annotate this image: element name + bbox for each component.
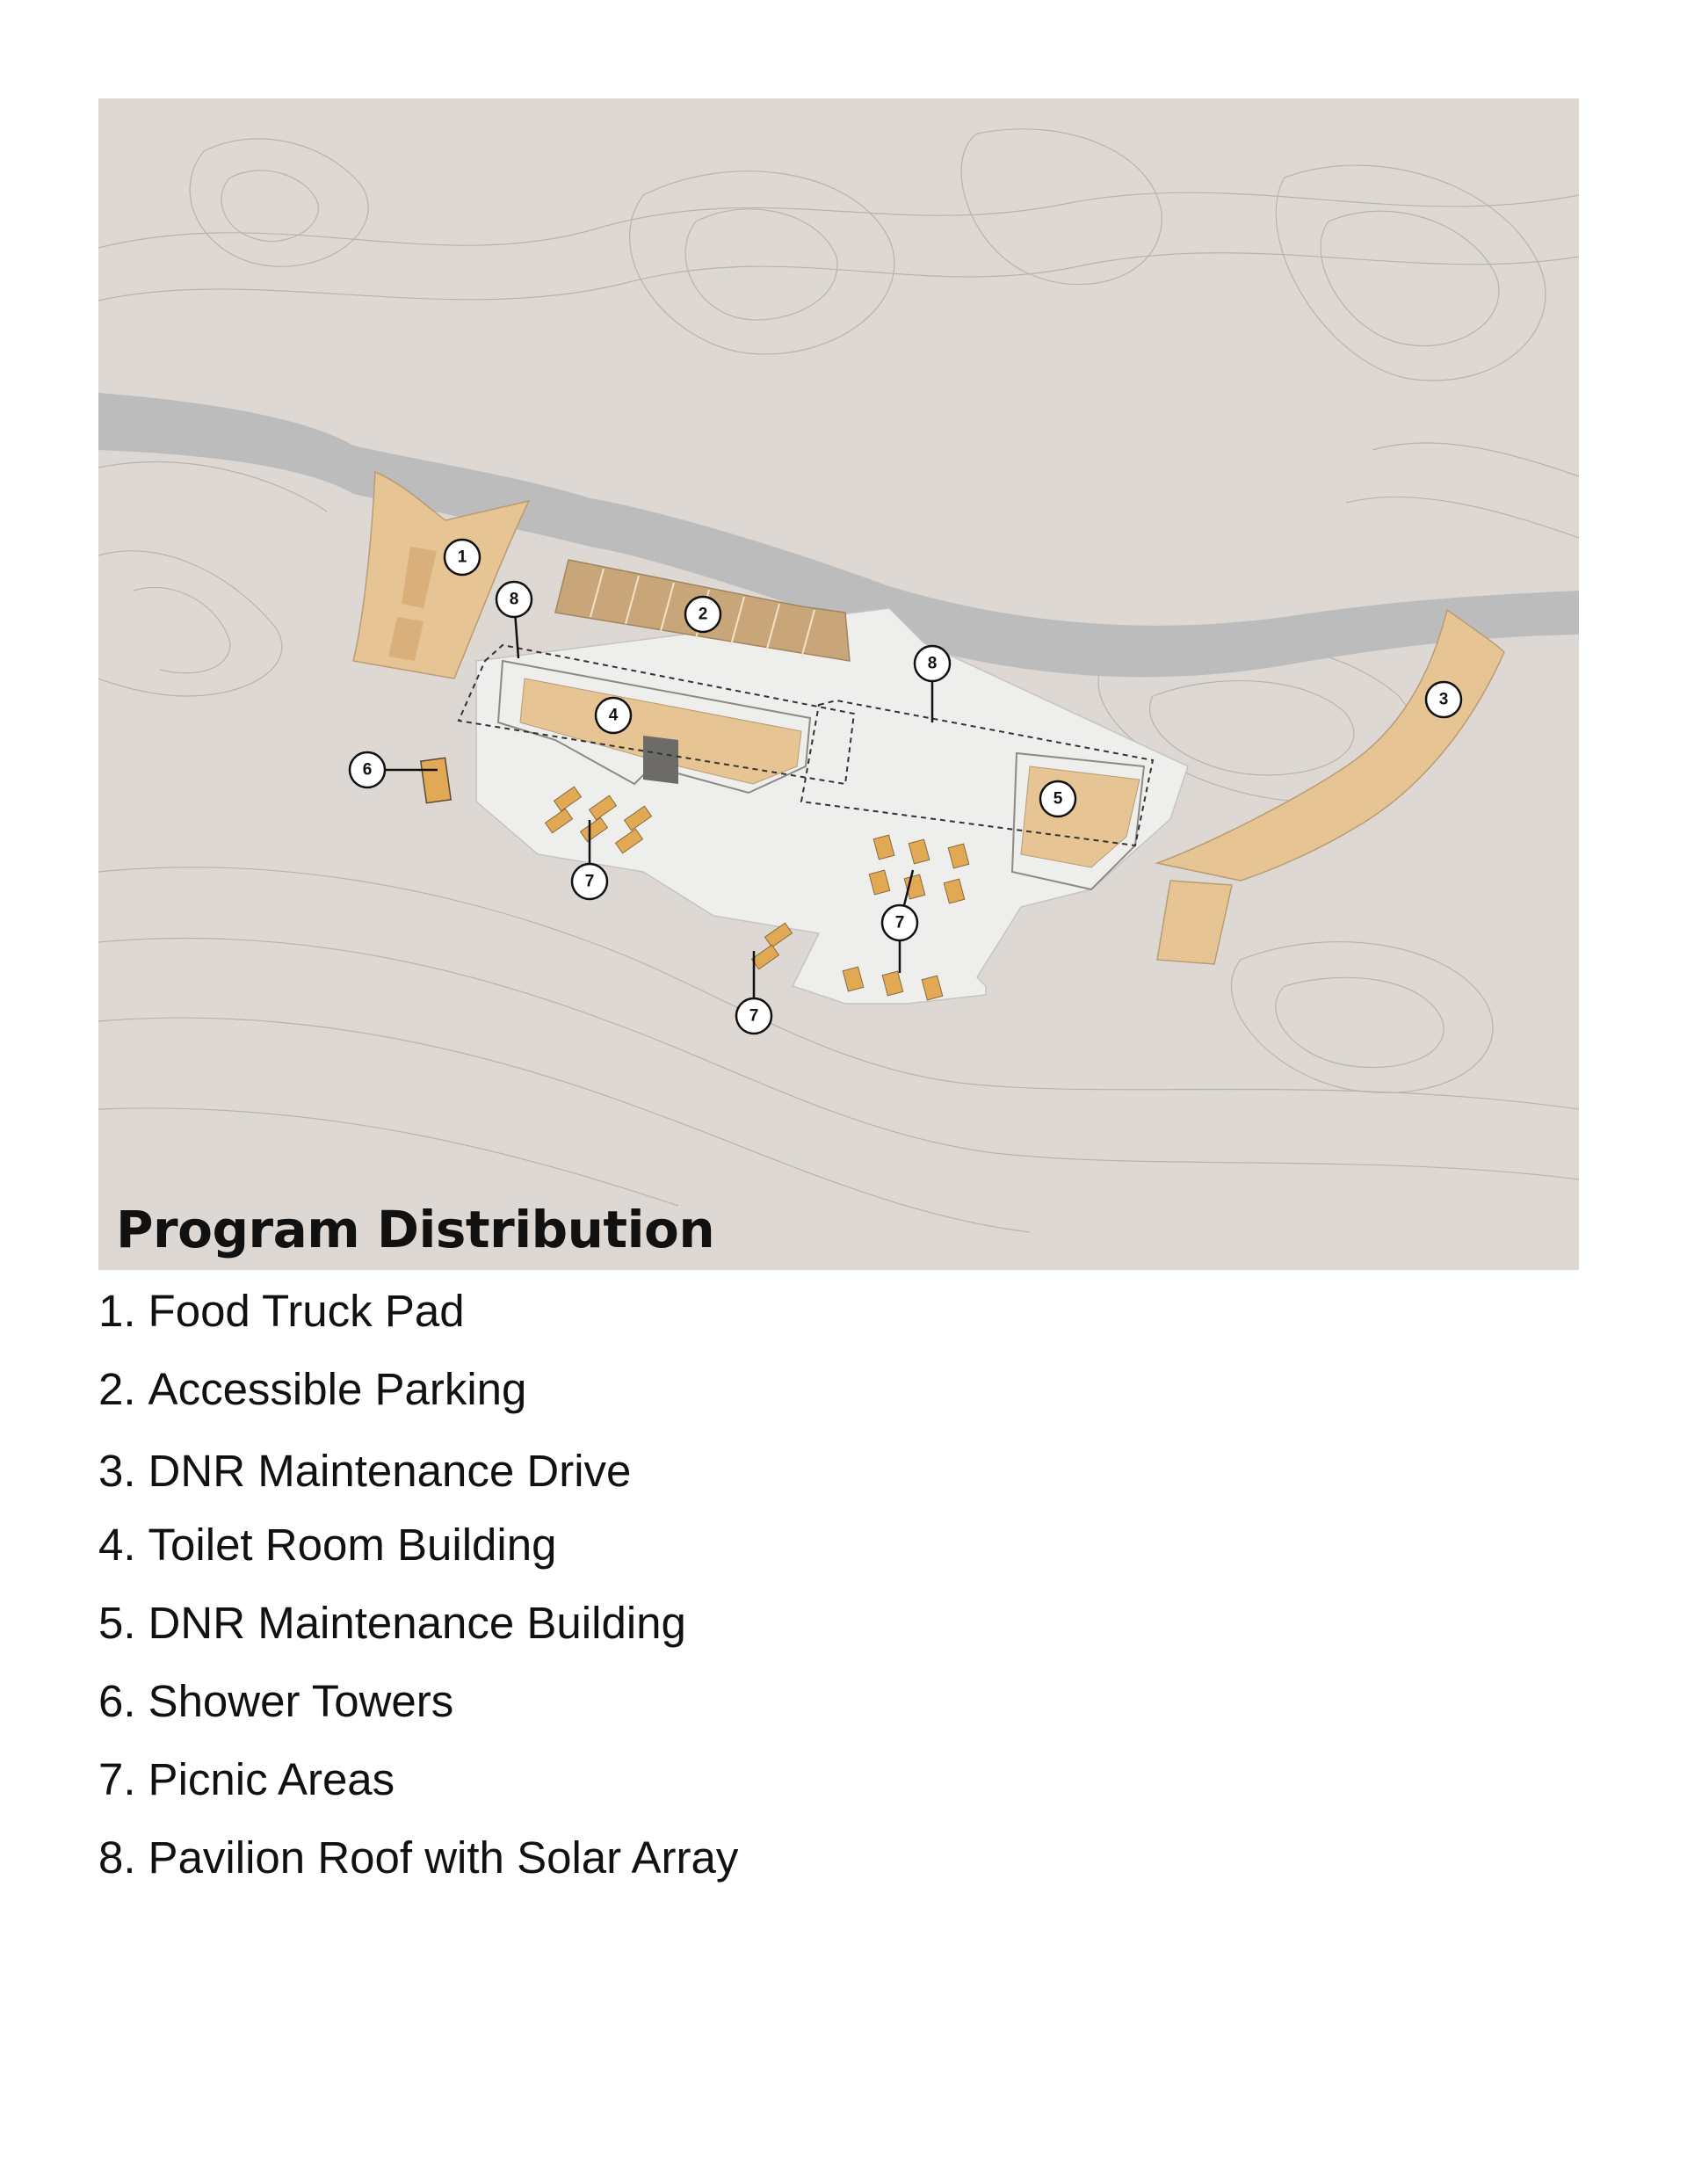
- legend-item-label: Food Truck Pad: [148, 1286, 465, 1336]
- svg-text:1: 1: [457, 548, 467, 567]
- legend-item-number: 6.: [98, 1676, 136, 1726]
- legend-item: [98, 1285, 465, 1337]
- legend-item: [98, 1363, 526, 1415]
- marker-8: [496, 582, 532, 617]
- legend-item-number: 4.: [98, 1520, 136, 1570]
- marker-3: [1426, 682, 1461, 717]
- legend-item: [98, 1675, 453, 1727]
- svg-text:7: 7: [749, 1006, 759, 1026]
- legend-item-number: 3.: [98, 1446, 136, 1496]
- marker-2: [685, 597, 720, 632]
- marker-8: [915, 646, 950, 681]
- legend-item-label: DNR Maintenance Drive: [148, 1446, 632, 1496]
- legend-item-label: Shower Towers: [148, 1676, 454, 1726]
- svg-text:7: 7: [894, 913, 905, 932]
- marker-4: [596, 698, 631, 733]
- svg-text:6: 6: [362, 760, 373, 780]
- legend-item: [98, 1519, 556, 1571]
- marker-7: [572, 864, 607, 899]
- legend-item: [98, 1445, 631, 1497]
- legend-item: [98, 1832, 738, 1883]
- legend-item-label: Accessible Parking: [148, 1364, 527, 1414]
- marker-1: [445, 540, 480, 575]
- svg-text:8: 8: [927, 654, 938, 673]
- marker-7: [736, 998, 771, 1034]
- svg-text:2: 2: [698, 605, 708, 624]
- shower-tower: [421, 758, 451, 802]
- legend-item-label: Pavilion Roof with Solar Array: [148, 1832, 739, 1883]
- legend-item-number: 5.: [98, 1598, 136, 1648]
- svg-text:4: 4: [608, 706, 619, 725]
- site-plan-diagram: [98, 98, 1579, 1270]
- svg-text:3: 3: [1438, 690, 1449, 709]
- marker-5: [1040, 781, 1075, 816]
- legend-item-number: 1.: [98, 1286, 136, 1336]
- legend-item-number: 7.: [98, 1754, 136, 1804]
- legend-item-number: 2.: [98, 1364, 136, 1414]
- svg-text:8: 8: [509, 590, 519, 609]
- legend-item: [98, 1597, 686, 1649]
- legend-item-label: Toilet Room Building: [148, 1520, 557, 1570]
- svg-text:7: 7: [584, 872, 595, 891]
- diagram-title: Program Distribution: [116, 1200, 715, 1259]
- legend-item-label: DNR Maintenance Building: [148, 1598, 686, 1648]
- marker-6: [350, 752, 385, 787]
- legend-item: [98, 1753, 395, 1805]
- legend-item-number: 8.: [98, 1832, 136, 1883]
- legend-item-label: Picnic Areas: [148, 1754, 395, 1804]
- svg-text:5: 5: [1053, 789, 1063, 809]
- marker-7: [882, 905, 917, 940]
